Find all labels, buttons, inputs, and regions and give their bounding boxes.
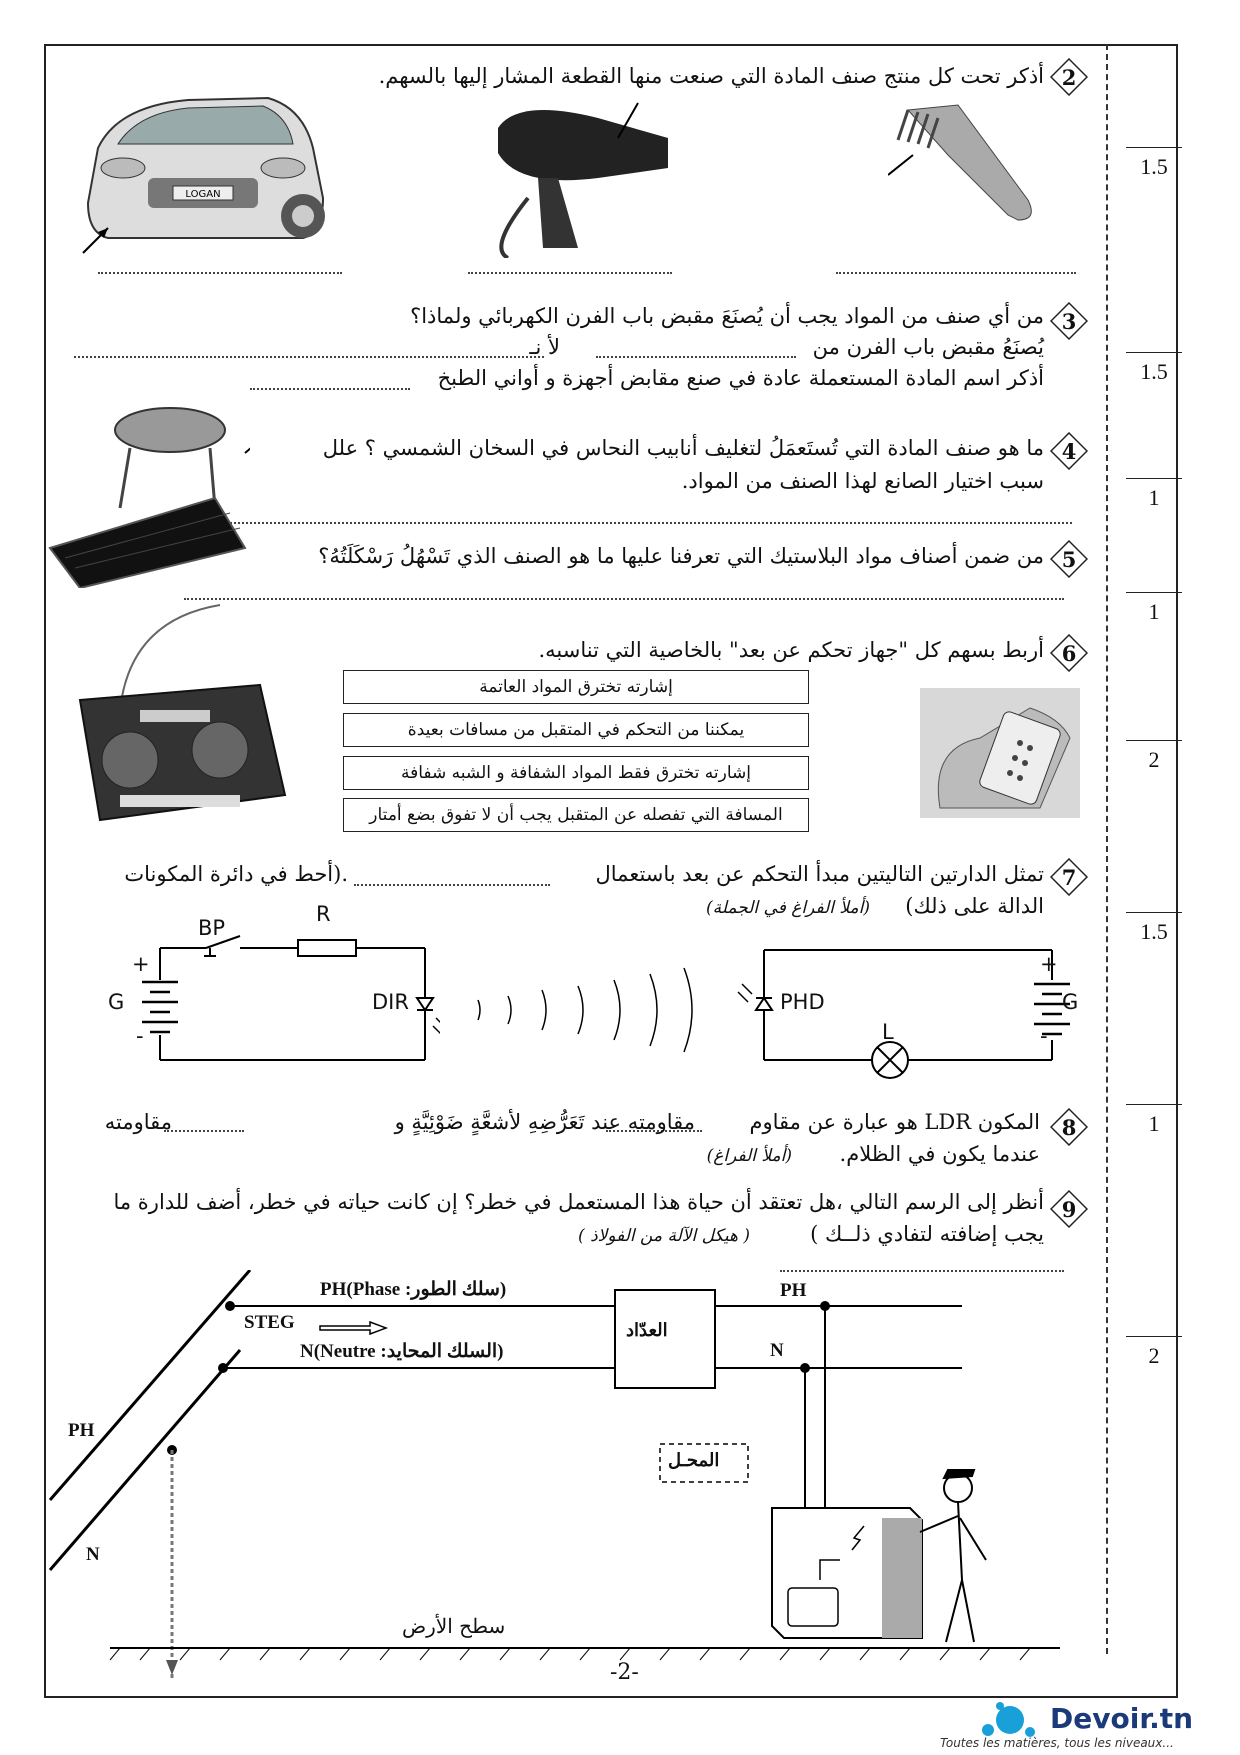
label-g-right: G — [1062, 990, 1079, 1014]
question-7-line2: الدالة على ذلك) — [905, 894, 1044, 918]
receiver-circuit — [720, 940, 1070, 1080]
answer-line-car — [98, 272, 342, 274]
resistor-r — [298, 940, 356, 956]
option-box-4[interactable]: المسافة التي تفصله عن المتقبل يجب أن لا تفوق بضع أمتار — [343, 798, 809, 832]
rc-transmitter-image — [70, 600, 290, 825]
score-q7: 1.5 — [1126, 912, 1182, 945]
label-ph-pole: PH — [68, 1420, 95, 1441]
battery-g-left — [142, 982, 178, 1032]
person-figure — [920, 1470, 986, 1642]
question-number-9: 9 — [1050, 1190, 1088, 1228]
page-number: -2- — [610, 1660, 639, 1685]
question-8-line2: عندما يكون في الظلام. — [839, 1142, 1040, 1166]
question-number-4: 4 — [1050, 432, 1088, 470]
answer-line-hairdryer — [468, 272, 672, 274]
score-q8: 1 — [1126, 1104, 1182, 1137]
label-steg: STEG — [244, 1312, 295, 1333]
answer-line-q3c — [250, 388, 410, 390]
photodiode-phd — [756, 998, 772, 1010]
question-3-line1: من أي صنف من المواد يجب أن يُصنَعَ مقبض باب الفرن الكهربائي ولماذا؟ — [410, 304, 1044, 328]
question-number-3: 3 — [1050, 302, 1088, 340]
ir-remote-image — [920, 688, 1080, 818]
question-number-7: 7 — [1050, 858, 1088, 896]
question-number-2: 2 — [1050, 58, 1088, 96]
question-2-text: أذكر تحت كل منتج صنف المادة التي صنعت منها القطعة المشار إليها بالسهم. — [378, 64, 1044, 88]
question-7-hint: (أملأ الفراغ في الجملة) — [706, 898, 870, 918]
answer-line-comb — [836, 272, 1076, 274]
question-number-5: 5 — [1050, 540, 1088, 578]
question-9-line2: يجب إضافته لتفادي ذلــك ) — [810, 1222, 1044, 1246]
steg-arrow — [320, 1322, 386, 1334]
hair-dryer-image — [478, 98, 688, 258]
label-bp: BP — [198, 916, 226, 940]
question-6-text: أربط بسهم كل "جهاز تحكم عن بعد" بالخاصية التي تناسبه. — [538, 638, 1044, 662]
car-badge: LOGAN — [185, 189, 221, 200]
comb-image — [888, 100, 1058, 230]
question-7-line1b: .(أحط في دائرة المكونات — [124, 862, 348, 886]
question-8-hint: (أملأ الفراغ) — [706, 1146, 792, 1166]
logo-name: Devoir.tn — [1050, 1702, 1194, 1735]
answer-line-q3a — [596, 356, 796, 358]
score-q5: 1 — [1126, 592, 1182, 625]
lamp-l — [872, 1042, 908, 1078]
score-q9: 2 — [1126, 1336, 1182, 1369]
label-n-pole: N — [86, 1544, 100, 1565]
electrical-installation-diagram — [40, 1270, 1100, 1690]
score-q3: 1.5 — [1126, 352, 1182, 385]
label-n-right: N — [770, 1340, 784, 1361]
label-neutral-line: N(Neutre :السلك المحايد) — [300, 1341, 504, 1362]
answer-line-q7 — [354, 884, 550, 886]
label-l: L — [882, 1020, 894, 1044]
score-q2: 1.5 — [1126, 147, 1182, 180]
option-box-2[interactable]: يمكننا من التحكم في المتقبل من مسافات بعيدة — [343, 713, 809, 747]
question-8-line1c: مقاومته — [104, 1110, 172, 1134]
label-shop: المحـل — [668, 1450, 720, 1471]
label-meter: العدّاد — [626, 1320, 668, 1341]
label-dir: DIR — [372, 990, 409, 1014]
label-minus-right: - — [1040, 1024, 1048, 1048]
label-ground: سطح الأرض — [402, 1614, 506, 1638]
devoir-logo[interactable] — [930, 1700, 1230, 1755]
label-minus-left: - — [136, 1024, 144, 1048]
answer-line-q4 — [226, 522, 1072, 524]
ir-waves — [470, 960, 720, 1060]
logo-tagline: Toutes les matières, tous les niveaux... — [940, 1736, 1174, 1750]
question-4-line2: سبب اختيار الصانع لهذا الصنف من المواد. — [681, 469, 1044, 493]
car-image — [78, 88, 330, 258]
option-box-3[interactable]: إشارته تخترق فقط المواد الشفافة و الشبه شفافة — [343, 756, 809, 790]
question-3-line3: أذكر اسم المادة المستعملة عادة في صنع مقابض أجهزة و أواني الطبخ — [437, 366, 1044, 390]
label-ph-right: PH — [780, 1280, 807, 1301]
question-number-6: 6 — [1050, 634, 1088, 672]
question-number-8: 8 — [1050, 1108, 1088, 1146]
question-9-line1: أنظر إلى الرسم التالي ،هل تعتقد أن حياة هذا المستعمل في خطر؟ إن كانت حياته في خطر، أضف للدارة ما — [113, 1190, 1044, 1214]
label-r: R — [316, 902, 331, 926]
score-q4: 1 — [1126, 478, 1182, 511]
score-column-separator — [1106, 44, 1108, 1654]
answer-line-q8b — [164, 1130, 244, 1132]
question-8-line1a: المكون LDR هو عبارة عن مقاوم — [749, 1110, 1040, 1134]
question-3-line2b: لأ نـ — [529, 335, 560, 359]
label-phd: PHD — [780, 990, 825, 1014]
label-plus-right: + — [1040, 952, 1058, 976]
label-g-left: G — [108, 990, 125, 1014]
ir-led-dir — [417, 998, 433, 1010]
label-plus-left: + — [132, 952, 150, 976]
question-5-text: من ضمن أصناف مواد البلاستيك التي تعرفنا عليها ما هو الصنف الذي تَسْهُلُ رَسْكَلَتُهُ؟ — [318, 544, 1044, 568]
label-phase-line: PH(Phase :سلك الطور) — [320, 1279, 507, 1300]
option-box-1[interactable]: إشارته تخترق المواد العاتمة — [343, 670, 809, 704]
question-4-line1: ما هو صنف المادة التي تُستَعمَلُ لتغليف أنابيب النحاس في السخان الشمسي ؟ علل — [322, 436, 1044, 460]
answer-line-q5 — [184, 598, 1064, 600]
question-7-line1a: تمثل الدارتين التاليتين مبدأ التحكم عن بعد باستعمال — [595, 862, 1044, 886]
question-3-line2a: يُصنَعُ مقبض باب الفرن من — [812, 335, 1044, 359]
answer-line-q3b — [74, 356, 544, 358]
question-9-hint: ( هيكل الآلة من الفولاذ ) — [578, 1226, 750, 1246]
score-q6: 2 — [1126, 740, 1182, 773]
question-8-line1b: مقاومته عند تَعَرُّضِهِ لأشعَّةٍ ضَوْئِيَّةٍ و — [394, 1110, 695, 1134]
solar-heater-image — [40, 398, 250, 588]
